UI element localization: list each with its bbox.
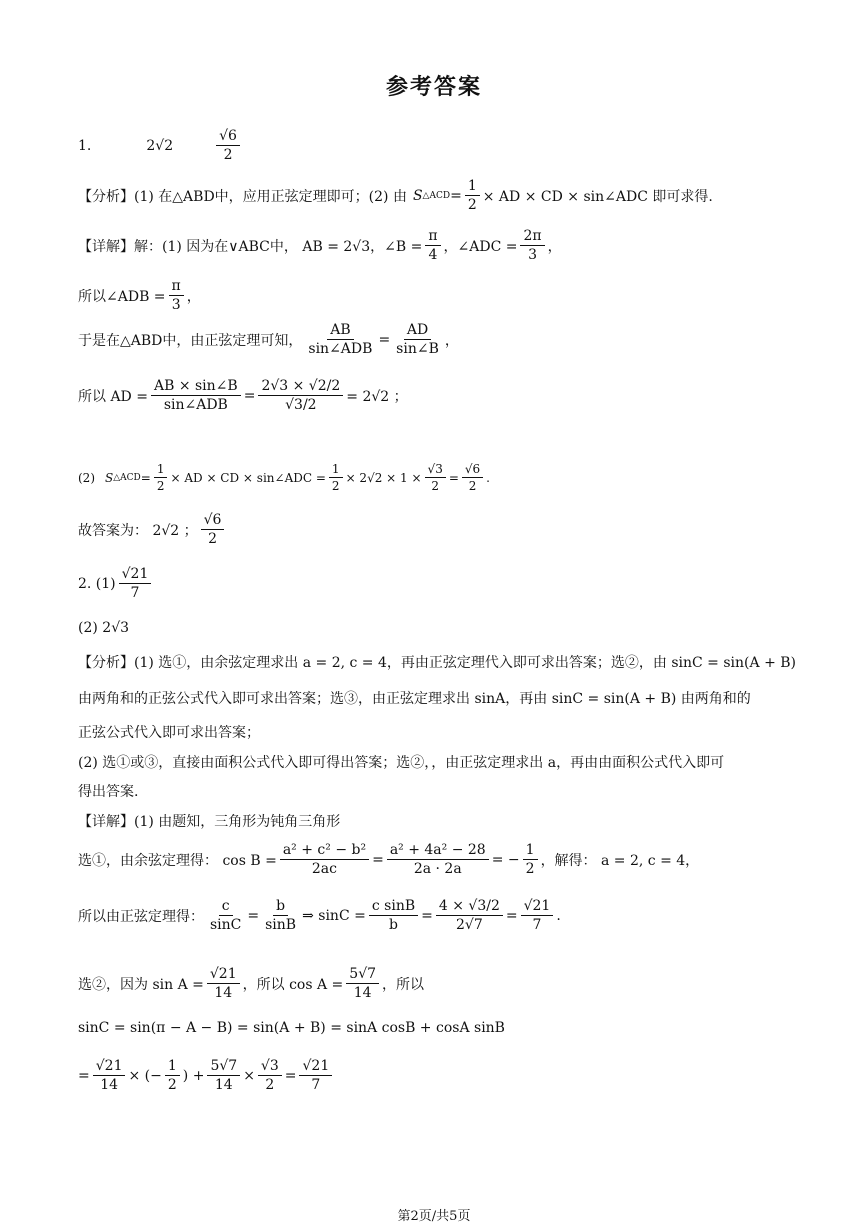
fraction: $\frac{√3}{2}$ bbox=[425, 462, 446, 493]
fraction: $\frac{4 \times √3/2}{2√7}$ bbox=[436, 898, 503, 933]
q1-analysis: 【分析】(1) 在△ABD中，应用正弦定理即可；(2) 由 S △ACD = $\frac{1}{2}$ × AD × CD × sin∠ADC 即可求得. bbox=[78, 178, 713, 213]
page-footer: 第2页/共5页 bbox=[397, 1209, 471, 1224]
q2-option-2: 选②，因为 sin A = $\frac{√21}{14}$ ，所以 cos A = $\frac{5√7}{14}$ ，所以 bbox=[78, 966, 425, 1001]
fraction: $\frac{\pi}{4}$ bbox=[425, 228, 440, 263]
fraction: $\frac{1}{2}$ bbox=[329, 462, 343, 493]
fraction: $\frac{2√3 \times √2/2}{√3/2}$ bbox=[258, 378, 343, 413]
q1-final-answer: 故答案为： 2√2 ； $\frac{√6}{2}$ bbox=[78, 512, 227, 547]
fraction: $\frac{2\pi}{3}$ bbox=[520, 228, 544, 263]
q2-answer-1: 2. (1) $\frac{√21}{7}$ bbox=[78, 566, 154, 601]
q1-answer-line bbox=[78, 128, 243, 163]
fraction: $\frac{\text{a² + 4a² − 28}}{2a \cdot 2a}$ bbox=[387, 842, 489, 877]
q2-answer-2: (2) 2√3 bbox=[78, 620, 130, 636]
fraction: $\frac{c}{\sin C}$ bbox=[210, 898, 242, 933]
q1-angle-adb: 所以∠ADB = $\frac{\pi}{3}$ ， bbox=[78, 278, 201, 313]
fraction: $\frac{5√7}{14}$ bbox=[346, 966, 379, 1001]
fraction: $\frac{\text{a² + c² − b²}}{2ac}$ bbox=[280, 842, 369, 877]
q2-detail-heading: 【详解】(1) 由题知，三角形为钝角三角形 bbox=[78, 814, 341, 830]
fraction: $\frac{√21}{14}$ bbox=[93, 1058, 126, 1093]
fraction: $\frac{1}{2}$ bbox=[154, 462, 168, 493]
fraction: $\frac{b}{\sin B}$ bbox=[265, 898, 297, 933]
fraction: $\frac{\text{c sinB}}{b}$ bbox=[369, 898, 418, 933]
fraction: $\frac{√21}{7}$ bbox=[119, 566, 152, 601]
q2-analysis-line: (2) 选①或③，直接由面积公式代入即可得出答案；选②，，由正弦定理求出 a，再由由面积公式代入即可 bbox=[78, 755, 725, 771]
q1-ad-result: 所以 AD = $\frac{AB \times \sin\angle B}{\text{sin∠ADB}}$ = $\frac{2√3 \times √2/2}{√3/2}$ = 2√2 ； bbox=[78, 378, 408, 413]
fraction: $\frac{AB}{\text{sin∠ADB}}$ bbox=[308, 322, 373, 357]
fraction: $\frac{1}{2}$ bbox=[465, 178, 480, 213]
q2-analysis-line: 得出答案. bbox=[78, 784, 139, 800]
q1-detail: 【详解】解：(1) 因为在∨ABC中， AB = 2√3，∠B = $\frac{\pi}{4}$ ，∠ADC = $\frac{2\pi}{3}$ ， bbox=[78, 228, 562, 263]
q1-law-of-sines: 于是在△ABD中，由正弦定理可知， $\frac{AB}{\text{sin∠ADB}}$ = $\frac{AD}{\sin\angle B}$ ， bbox=[78, 322, 459, 357]
fraction: $\frac{\pi}{3}$ bbox=[169, 278, 184, 313]
fraction: $\frac{√21}{14}$ bbox=[207, 966, 240, 1001]
q2-sine-law: 所以由正弦定理得： $\frac{c}{\sin C}$ = $\frac{b}{\sin B}$ ⇒ sinC = $\frac{\text{c sinB}}{b}$ = $\frac{4 \times √3/2}{2√7}$ = $\frac{√21}{7}$ . bbox=[78, 898, 561, 933]
fraction: $\frac{√6}{2}$ bbox=[201, 512, 225, 547]
fraction: $\frac{√21}{7}$ bbox=[299, 1058, 332, 1093]
fraction: $\frac{AB \times \sin\angle B}{\text{sin∠ADB}}$ bbox=[151, 378, 241, 413]
fraction: $\frac{1}{2}$ bbox=[165, 1058, 180, 1093]
fraction: $\frac{√3}{2}$ bbox=[258, 1058, 282, 1093]
q2-cosine-law: 选①，由余弦定理得： cos B = $\frac{\text{a² + c² − b²}}{2ac}$ = $\frac{\text{a² + 4a² − 28}}{2a \cdot 2a}$ = − $\frac{1}{2}$ ，解得： a = 2, c = 4， bbox=[78, 842, 700, 877]
q2-sinc-expansion: sinC = sin(π − A − B) = sin(A + B) = sinA cosB + cosA sinB bbox=[78, 1020, 505, 1036]
q2-analysis-line: 正弦公式代入即可求出答案； bbox=[78, 725, 260, 741]
q1-answer-b: $\frac{√6}{2}$ bbox=[216, 128, 240, 163]
q1-answer-a: 2√2 bbox=[146, 137, 174, 154]
q2-analysis-line: 由两角和的正弦公式代入即可求出答案；选③，由正弦定理求出 sinA，再由 sinC = sin(A + B) 由两角和的 bbox=[78, 691, 751, 707]
fraction: $\frac{5√7}{14}$ bbox=[207, 1058, 240, 1093]
q1-number: 1. bbox=[78, 137, 92, 154]
fraction: $\frac{√21}{7}$ bbox=[521, 898, 554, 933]
q1-part2: (2) S △ACD = $\frac{1}{2}$ × AD × CD × sin∠ADC = $\frac{1}{2}$ × 2√2 × 1 × $\frac{√3}{2}$ = $\frac{√6}{2}$ . bbox=[78, 462, 490, 493]
q2-analysis-line: 【分析】(1) 选①，由余弦定理求出 a = 2, c = 4，再由正弦定理代入即可求出答案；选②，由 sinC = sin(A + B) bbox=[78, 655, 796, 671]
fraction: $\frac{AD}{\sin\angle B}$ bbox=[396, 322, 439, 357]
fraction: $\frac{1}{2}$ bbox=[523, 842, 538, 877]
page-title: 参考答案 bbox=[385, 75, 482, 100]
fraction: $\frac{√6}{2}$ bbox=[462, 462, 483, 493]
q2-final-calc: = $\frac{√21}{14}$ × (− $\frac{1}{2}$ ) + $\frac{5√7}{14}$ × $\frac{√3}{2}$ = $\frac{√21}{7}$ bbox=[78, 1058, 335, 1093]
